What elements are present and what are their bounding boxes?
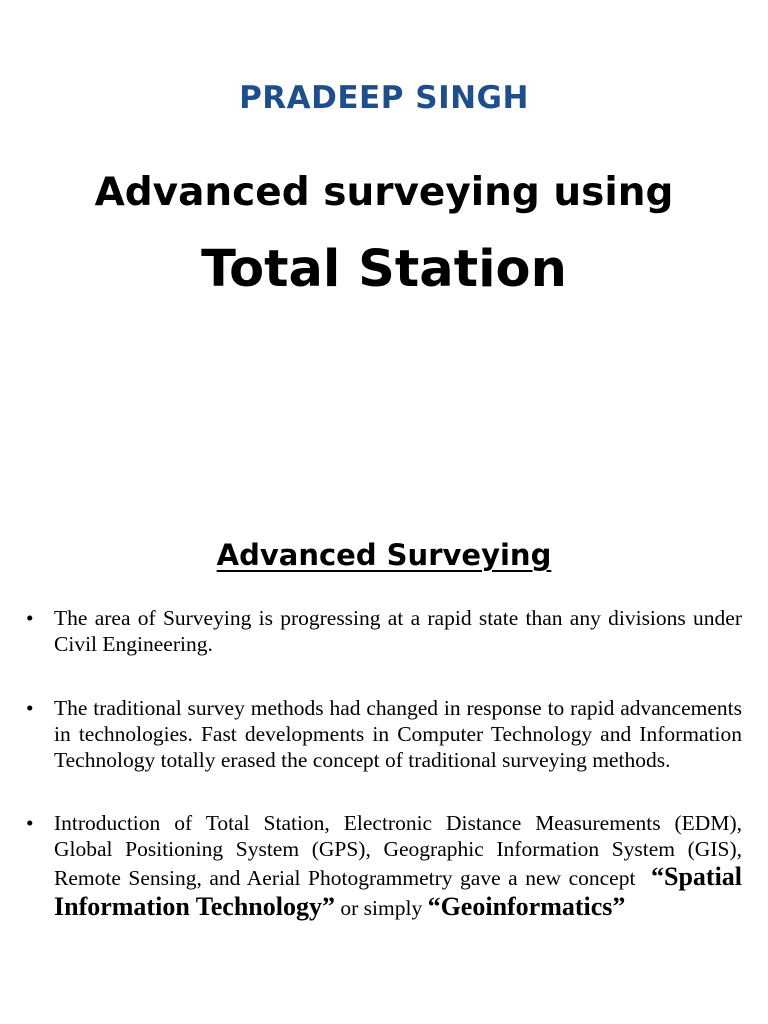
bullet-icon: •	[26, 811, 34, 835]
author-name: PRADEEP SINGH	[239, 80, 529, 116]
bullet-icon: •	[26, 606, 34, 630]
bullet-text-connector: or simply	[340, 896, 423, 920]
document-title-line-2: Total Station	[201, 240, 567, 299]
document-title-line-1: Advanced surveying using	[94, 170, 674, 215]
bullet-item-introduction	[26, 810, 742, 922]
bullet-text: Introduction of Total Station, Electronic Distance Measurements (EDM), Global Positioning System (GPS), Geographic Information System (GIS), Remote Sensing, and Aerial Photogrammetry gave a new concept	[54, 811, 742, 890]
bullet-icon: •	[26, 696, 34, 720]
bullet-list	[26, 605, 742, 922]
emphasis-spatial-information-technology: “Spatial Information Technology”	[54, 862, 743, 921]
bullet-item-surveying-progress	[26, 605, 742, 657]
emphasis-geoinformatics: “Geoinformatics”	[427, 892, 626, 921]
section-heading: Advanced Surveying	[216, 538, 552, 572]
bullet-text: The area of Surveying is progressing at a rapid state than any divisions under Civil Engineering.	[54, 606, 742, 656]
bullet-item-traditional-methods	[26, 695, 742, 773]
bullet-text: The traditional survey methods had changed in response to rapid advancements in technologies. Fast developments in Computer Technology and Information Technology totally erased the concept of traditional surveying methods.	[54, 696, 742, 772]
